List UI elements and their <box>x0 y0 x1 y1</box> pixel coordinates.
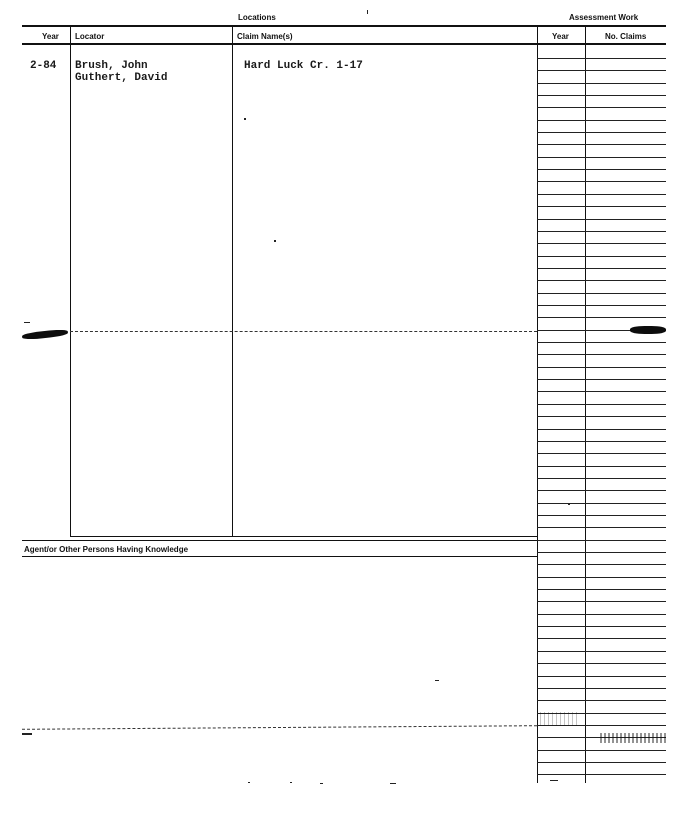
assessment-row-line <box>537 342 666 343</box>
assessment-row-line <box>537 206 666 207</box>
assessment-row-line <box>537 700 666 701</box>
assessment-row-line <box>537 441 666 442</box>
assessment-row-line <box>537 564 666 565</box>
assessment-row-line <box>537 379 666 380</box>
entry-locator-1: Brush, John <box>75 60 148 72</box>
assessment-row-line <box>537 762 666 763</box>
assessment-row-line <box>537 107 666 108</box>
agent-section-label: Agent/or Other Persons Having Knowledge <box>24 545 189 554</box>
divider-year-locator <box>70 27 71 537</box>
assessment-row-line <box>537 540 666 541</box>
top-rule <box>22 25 666 27</box>
assessment-row-line <box>537 490 666 491</box>
scan-noise <box>540 712 580 726</box>
entry-claim-name: Hard Luck Cr. 1-17 <box>244 60 363 72</box>
assessment-row-line <box>537 70 666 71</box>
stray-mark <box>367 10 368 14</box>
ink-smudge-right <box>630 326 666 334</box>
assessment-row-line <box>537 478 666 479</box>
assessment-row-line <box>537 169 666 170</box>
locations-box-bottom <box>70 536 537 537</box>
col-header-locator: Locator <box>75 32 105 41</box>
assessment-row-line <box>537 750 666 751</box>
agent-section-label-rule <box>22 556 537 557</box>
assessment-row-line <box>537 243 666 244</box>
assessment-row-line <box>537 194 666 195</box>
divider-claims-assessment <box>537 27 538 783</box>
scan-noise <box>600 733 666 743</box>
assessment-row-line <box>537 181 666 182</box>
assessment-row-line <box>537 626 666 627</box>
assessment-row-line <box>537 663 666 664</box>
speck <box>435 680 439 681</box>
assessment-row-line <box>537 120 666 121</box>
assessment-row-line <box>537 83 666 84</box>
stray-mark <box>22 733 32 735</box>
col-header-claim-names: Claim Name(s) <box>237 32 293 41</box>
assessment-row-line <box>537 219 666 220</box>
assessment-row-line <box>537 527 666 528</box>
locations-heading: Locations <box>238 13 276 22</box>
assessment-row-line <box>537 231 666 232</box>
entry-locator-2: Guthert, David <box>75 72 168 84</box>
assessment-row-line <box>537 58 666 59</box>
assessment-row-line <box>537 453 666 454</box>
col-header-no-claims: No. Claims <box>605 32 647 41</box>
assessment-row-line <box>537 466 666 467</box>
speck <box>550 780 558 781</box>
fold-line <box>70 331 537 333</box>
assessment-row-line <box>537 391 666 392</box>
speck <box>390 783 396 784</box>
assessment-row-line <box>537 651 666 652</box>
assessment-row-line <box>537 280 666 281</box>
assessment-row-line <box>537 676 666 677</box>
col-header-assessment-year: Year <box>552 32 569 41</box>
assessment-row-line <box>537 614 666 615</box>
assessment-row-line <box>537 601 666 602</box>
assessment-row-line <box>537 638 666 639</box>
assessment-row-line <box>537 404 666 405</box>
assessment-row-line <box>537 95 666 96</box>
divider-assessment-year-claims <box>585 27 586 783</box>
assessment-row-line <box>537 429 666 430</box>
divider-locator-claims <box>232 27 233 537</box>
speck <box>568 503 570 505</box>
fold-line-lower <box>22 725 537 731</box>
assessment-row-line <box>537 515 666 516</box>
assessment-row-line <box>537 132 666 133</box>
assessment-row-line <box>537 268 666 269</box>
assessment-row-line <box>537 577 666 578</box>
assessment-work-heading: Assessment Work <box>569 13 639 22</box>
speck <box>320 783 323 784</box>
assessment-row-line <box>537 144 666 145</box>
speck <box>290 782 292 783</box>
header-rule <box>22 43 666 45</box>
assessment-row-line <box>537 367 666 368</box>
assessment-row-line <box>537 293 666 294</box>
entry-year: 2-84 <box>30 60 57 72</box>
speck <box>248 782 250 783</box>
assessment-row-line <box>537 774 666 775</box>
assessment-row-line <box>537 157 666 158</box>
assessment-row-line <box>537 305 666 306</box>
assessment-row-line <box>537 503 666 504</box>
assessment-row-line <box>537 552 666 553</box>
speck <box>274 240 276 242</box>
stray-mark <box>24 322 30 323</box>
assessment-row-line <box>537 688 666 689</box>
assessment-row-line <box>537 416 666 417</box>
assessment-row-line <box>537 256 666 257</box>
col-header-year: Year <box>42 32 59 41</box>
ink-smudge-left <box>22 329 68 341</box>
speck <box>244 118 246 120</box>
assessment-row-line <box>537 589 666 590</box>
assessment-row-line <box>537 354 666 355</box>
agent-section-top-rule <box>22 540 537 541</box>
assessment-row-line <box>537 317 666 318</box>
